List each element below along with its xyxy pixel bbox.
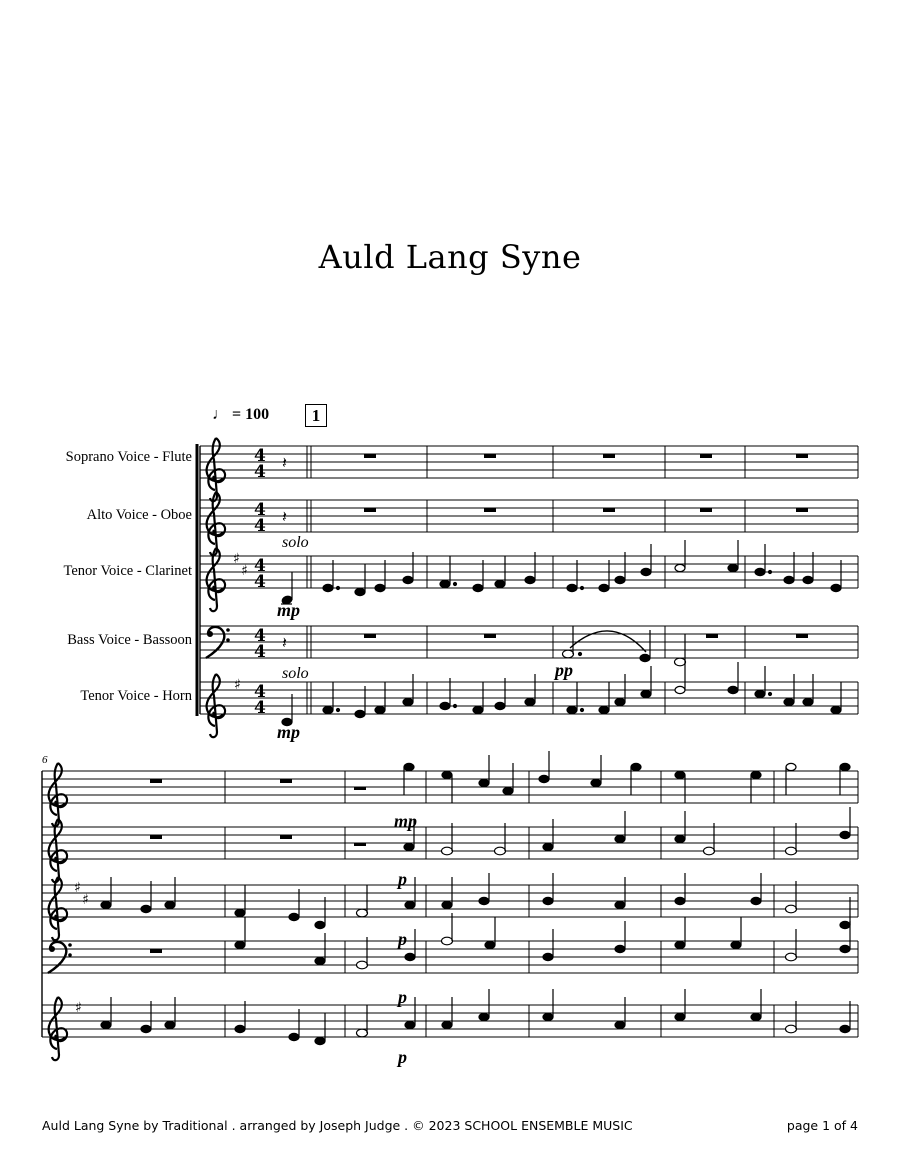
staff-flute [200, 446, 858, 478]
svg-text:♯: ♯ [241, 563, 248, 579]
svg-text:𝄽: 𝄽 [282, 507, 287, 526]
dynamic-p-bassoon: p [398, 987, 407, 1007]
dynamic-p-horn: p [398, 1047, 407, 1067]
staff-oboe [200, 500, 858, 532]
svg-text:4: 4 [254, 500, 266, 520]
clefs-system2 [48, 763, 72, 1060]
barlines-system2 [225, 771, 858, 1037]
measure-number: 6 [42, 754, 48, 766]
staff-bassoon [200, 626, 858, 658]
footer-page-number: page 1 of 4 [786, 1118, 858, 1133]
dynamics-system1 [277, 600, 573, 742]
svg-text:♯: ♯ [75, 1000, 82, 1016]
notes-bassoon-system1 [563, 626, 686, 666]
svg-text:4: 4 [254, 556, 266, 576]
footer-credit: Auld Lang Syne by Traditional . arranged by Joseph Judge . © 2023 SCHOOL ENSEMBLE MUSIC [42, 1118, 633, 1133]
svg-text:4: 4 [254, 462, 266, 482]
svg-text:4: 4 [254, 446, 266, 466]
pickup-rests [282, 453, 287, 652]
dynamic-mp-horn: mp [277, 722, 301, 742]
svg-text:♯: ♯ [82, 892, 89, 908]
svg-text:♯: ♯ [233, 551, 240, 567]
instrument-label-flute: Soprano Voice - Flute [65, 449, 192, 465]
solo-marking-horn: solo [282, 665, 309, 682]
dynamic-pp-bassoon: pp [555, 660, 573, 680]
rehearsal-mark: 1 [305, 404, 327, 427]
whole-rests-system2 [150, 779, 366, 953]
svg-text:4: 4 [254, 572, 266, 592]
svg-text:4: 4 [254, 516, 266, 536]
dynamic-p-clarinet: p [398, 929, 407, 949]
instrument-label-oboe: Alto Voice - Oboe [86, 507, 192, 523]
instrument-label-clarinet: Tenor Voice - Clarinet [63, 563, 192, 579]
svg-text:𝄽: 𝄽 [282, 633, 287, 652]
svg-text:4: 4 [254, 642, 266, 662]
dynamic-p-oboe: p [398, 869, 407, 889]
dynamic-mp-clarinet: mp [277, 600, 301, 620]
svg-text:4: 4 [254, 698, 266, 718]
svg-text:♯: ♯ [234, 677, 241, 693]
instrument-label-bassoon: Bass Voice - Bassoon [67, 632, 192, 648]
time-signatures-system1 [254, 446, 266, 718]
svg-text:4: 4 [254, 682, 266, 702]
whole-rests-system1 [364, 454, 808, 638]
solo-marking-clarinet: solo [282, 534, 309, 551]
key-signatures-system2 [74, 880, 89, 1016]
score-title: Auld Lang Syne [318, 238, 582, 276]
tempo-marking: ♩ = 100 [212, 406, 270, 423]
svg-text:♯: ♯ [74, 880, 81, 896]
dynamic-mp-flute: mp [394, 811, 418, 831]
svg-text:4: 4 [254, 626, 266, 646]
notes-clarinet-system1 [281, 540, 841, 605]
svg-text:𝄽: 𝄽 [282, 453, 287, 472]
instrument-label-horn: Tenor Voice - Horn [80, 688, 192, 704]
